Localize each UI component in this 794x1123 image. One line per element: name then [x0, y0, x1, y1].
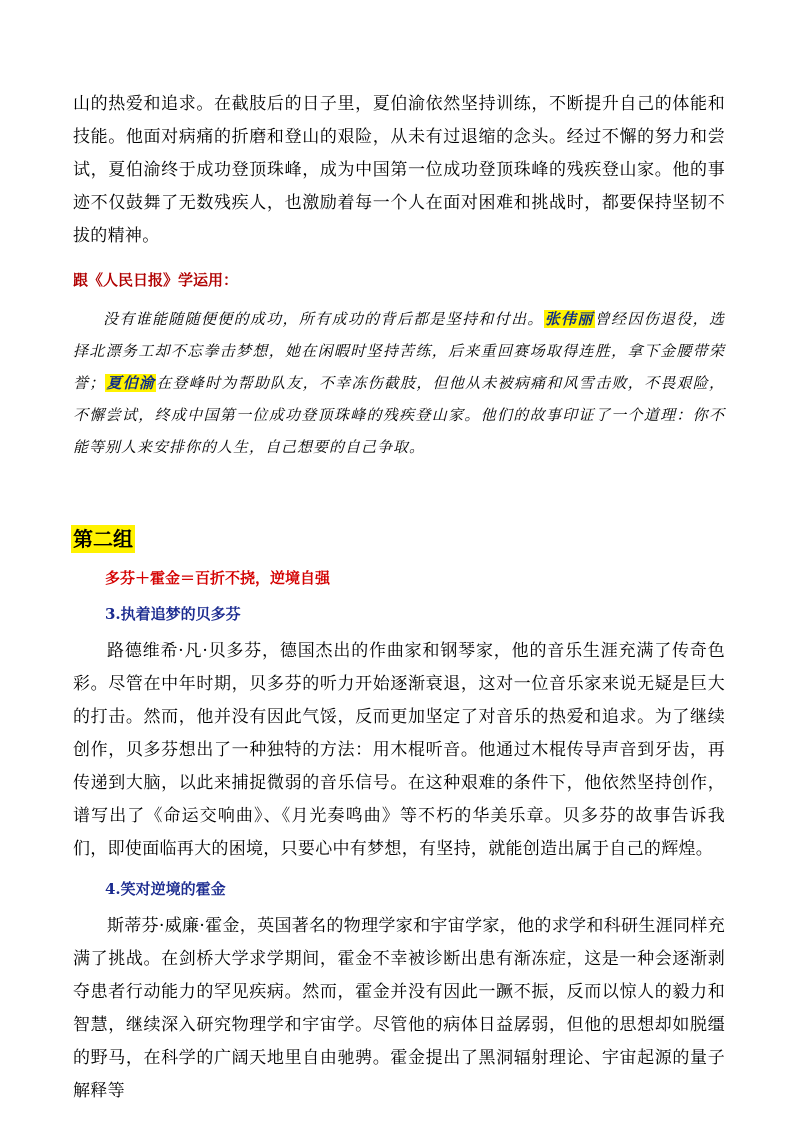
paragraph-xia-boyu: 山的热爱和追求。在截肢后的日子里，夏伯渝依然坚持训练，不断提升自己的体能和技能。他面对病痛的折磨和登山的艰险，从未有过退缩的念头。经过不懈的努力和尝试，夏伯渝终于成功登顶珠峰，成为中国第一位成功登顶珠峰的残疾登山家。他的事迹不仅鼓舞了无数残疾人，也激励着每一个人在面对困难和挑战时，都要保持坚韧不拔的精神。 [73, 94, 725, 246]
quote-text-2: 曾经因伤退役，选择北漂务工却不忘拳击梦想，她在闲暇时坚持苦练，后来重回赛场取得连胜，拿下金腰带荣誉； [73, 310, 725, 392]
paragraph-hawking: 斯蒂芬·威廉·霍金，英国著名的物理学家和宇宙学家，他的求学和科研生涯同样充满了挑战。在剑桥大学求学期间，霍金不幸被诊断出患有渐冻症，这是一种会逐渐剥夺患者行动能力的罕见疾病。然而，霍金并没有因此一蹶不振，反而以惊人的毅力和智慧，继续深入研究物理学和宇宙学。尽管他的病体日益孱弱，但他的思想却如脱缰的野马，在科学的广阔天地里自由驰骋。霍金提出了黑洞辐射理论、宇宙起源的量子解释等 [73, 916, 725, 1101]
learn-heading: 跟《人民日报》学运用： [73, 271, 239, 289]
section-title-beethoven: 3.执着追梦的贝多芬 [105, 605, 241, 623]
quote-text-3: 在登峰时为帮助队友，不幸冻伤截肢，但他从未被病痛和风雪击败，不畏艰险，不懈尝试，终成中国第一位成功登顶珠峰的残疾登山家。他们的故事印证了一个道理：你不能等别人来安排你的人生，自己想要的自己争取。 [73, 374, 725, 456]
group-title: 第二组 [73, 527, 133, 551]
quote-paragraph [73, 303, 725, 463]
paragraph-beethoven: 路德维希·凡·贝多芬，德国杰出的作曲家和钢琴家，他的音乐生涯充满了传奇色彩。尽管在中年时期，贝多芬的听力开始逐渐衰退，这对一位音乐家来说无疑是巨大的打击。然而，他并没有因此气馁，反而更加坚定了对音乐的热爱和追求。为了继续创作，贝多芬想出了一种独特的方法：用木棍听音。他通过木棍传导声音到牙齿，再传递到大脑，以此来捕捉微弱的音乐信号。在这种艰难的条件下，他依然坚持创作，谱写出了《命运交响曲》、《月光奏鸣曲》等不朽的华美乐章。贝多芬的故事告诉我们，即使面临再大的困境，只要心中有梦想，有坚持，就能创造出属于自己的辉煌。 [73, 641, 725, 859]
group-theme: 多芬＋霍金＝百折不挠，逆境自强 [105, 569, 331, 587]
document-page [73, 88, 725, 1108]
highlight-name-zhang-weili: 张伟丽 [544, 310, 594, 328]
section-title-hawking: 4.笑对逆境的霍金 [105, 880, 226, 898]
quote-text-1: 没有谁能随随便便的成功，所有成功的背后都是坚持和付出。 [103, 310, 544, 328]
highlight-name-xia-boyu: 夏伯渝 [106, 374, 156, 392]
